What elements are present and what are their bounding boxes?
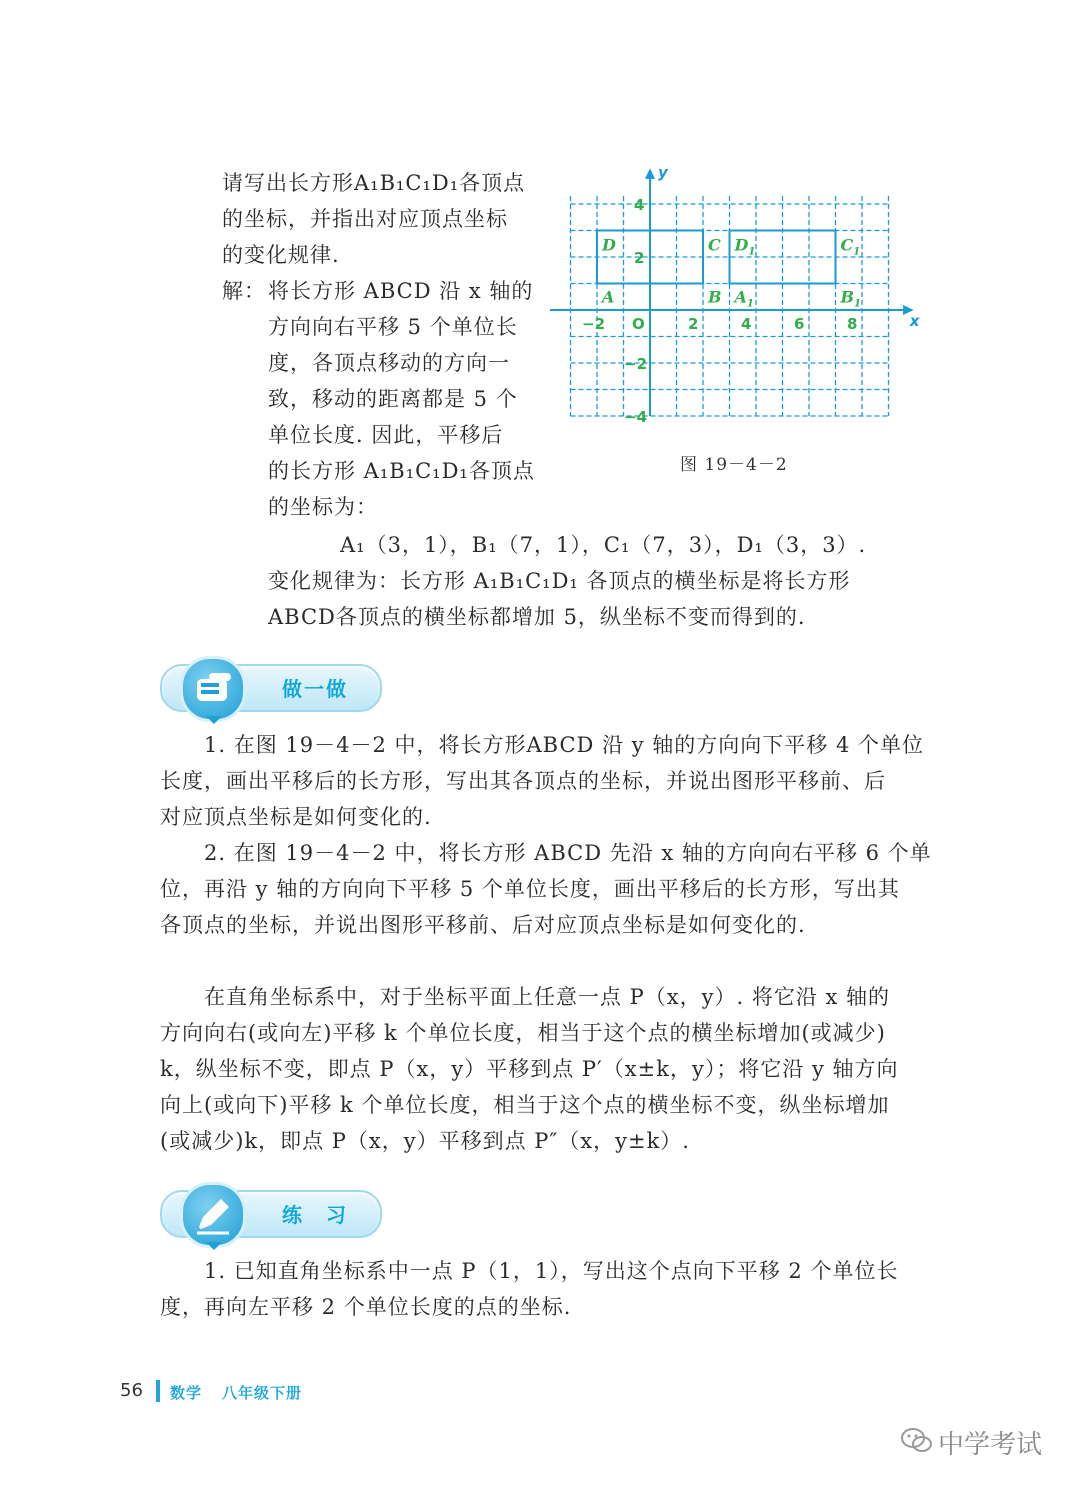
summary-line-1: 在直角坐标系中，对于坐标平面上任意一点 P（x，y）. 将它沿 x 轴的 xyxy=(204,985,891,1009)
y-tick-label: −4 xyxy=(624,408,648,426)
solution-line-2: 方向向右平移 5 个单位长 xyxy=(268,315,518,339)
y-axis-name: y xyxy=(658,163,668,182)
y-tick-label: 2 xyxy=(634,249,645,267)
solution-line-5: 单位长度. 因此，平移后 xyxy=(268,423,504,447)
y-tick-label: 4 xyxy=(634,196,645,214)
practice-q1-line-2: 度，再向左平移 2 个单位长度的点的坐标. xyxy=(160,1295,572,1319)
y-axis-arrow xyxy=(645,168,655,179)
summary-line-5: (或减少)k，即点 P（x，y）平移到点 P″（x，y±k）. xyxy=(160,1129,690,1153)
practice-title: 练 习 xyxy=(282,1203,348,1227)
point-label: $B_1$ xyxy=(840,287,861,310)
point-label: $D_1$ xyxy=(734,235,756,258)
x-tick-label: 2 xyxy=(688,315,699,333)
summary-line-3: k，纵坐标不变，即点 P（x，y）平移到点 P′（x±k，y）；将它沿 y 轴方向 xyxy=(160,1057,899,1081)
activity-q1-line-1: 1. 在图 19－4－2 中，将长方形ABCD 沿 y 轴的方向向下平移 4 个单位 xyxy=(204,733,924,757)
footer-book: 八年级下册 xyxy=(222,1384,303,1402)
x-tick-label: 6 xyxy=(794,315,805,333)
solution-rule-line-2: ABCD各顶点的横坐标都增加 5，纵坐标不变而得到的. xyxy=(268,605,806,629)
activity-q2-line-1: 2. 在图 19－4－2 中，将长方形 ABCD 先沿 x 轴的方向向右平移 6 个单 xyxy=(204,841,932,865)
point-label: C xyxy=(708,235,721,255)
point-label: $A_1$ xyxy=(734,287,754,310)
x-tick-label: 4 xyxy=(741,315,752,333)
x-tick-label: −2 xyxy=(582,315,606,333)
activity-q1-line-2: 长度，画出平移后的长方形，写出其各顶点的坐标，并说出图形平移前、后 xyxy=(160,769,886,793)
solution-line-6: 的长方形 A₁B₁C₁D₁各顶点 xyxy=(268,459,535,483)
wechat-icon xyxy=(900,1426,934,1460)
problem-line-3: 的变化规律. xyxy=(222,243,340,267)
solution-line-7: 的坐标为： xyxy=(268,495,378,519)
coordinate-grid-figure xyxy=(550,160,930,440)
problem-line-1: 请写出长方形A₁B₁C₁D₁各顶点 xyxy=(222,171,526,195)
x-axis-name: x xyxy=(909,312,920,330)
problem-line-2: 的坐标，并指出对应顶点坐标 xyxy=(222,207,508,231)
point-label: D xyxy=(602,235,616,255)
origin-label: O xyxy=(632,315,645,333)
point-label: A xyxy=(602,287,615,307)
x-tick-label: 8 xyxy=(847,315,858,333)
activity-header-pointer xyxy=(206,716,222,724)
watermark-text: 中学考试 xyxy=(938,1430,1043,1460)
solution-coordinates: A₁（3，1），B₁（7，1），C₁（7，3），D₁（3，3）. xyxy=(340,533,867,557)
solution-line-4: 致，移动的距离都是 5 个 xyxy=(268,387,518,411)
activity-title: 做一做 xyxy=(282,677,348,701)
activity-q2-line-2: 位，再沿 y 轴的方向向下平移 5 个单位长度，画出平移后的长方形，写出其 xyxy=(160,877,900,901)
summary-line-4: 向上(或向下)平移 k 个单位长度，相当于这个点的横坐标不变，纵坐标增加 xyxy=(160,1093,890,1117)
solution-rule-line-1: 变化规律为：长方形 A₁B₁C₁D₁ 各顶点的横坐标是将长方形 xyxy=(268,569,851,593)
solution-line-3: 度，各顶点移动的方向一 xyxy=(268,351,510,375)
point-label: $C_1$ xyxy=(840,235,861,258)
hand-pointing-icon xyxy=(180,656,246,722)
point-label: B xyxy=(708,287,722,307)
solution-line-1: 将长方形 ABCD 沿 x 轴的 xyxy=(268,279,534,303)
activity-q1-line-3: 对应顶点坐标是如何变化的. xyxy=(160,805,432,829)
solution-label: 解： xyxy=(222,279,266,303)
activity-q2-line-3: 各顶点的坐标，并说出图形平移前、后对应顶点坐标是如何变化的. xyxy=(160,913,806,937)
practice-q1-line-1: 1. 已知直角坐标系中一点 P（1，1），写出这个点向下平移 2 个单位长 xyxy=(204,1259,899,1283)
page-number: 56 xyxy=(120,1380,143,1401)
y-tick-label: −2 xyxy=(624,355,648,373)
figure-caption: 图 19－4－2 xyxy=(680,455,788,475)
footer-subject: 数学 xyxy=(170,1384,203,1402)
practice-header-pointer xyxy=(206,1242,222,1250)
pencil-icon xyxy=(180,1182,246,1248)
footer-divider xyxy=(156,1380,160,1402)
summary-line-2: 方向向右(或向左)平移 k 个单位长度，相当于这个点的横坐标增加(或减少) xyxy=(160,1021,886,1045)
